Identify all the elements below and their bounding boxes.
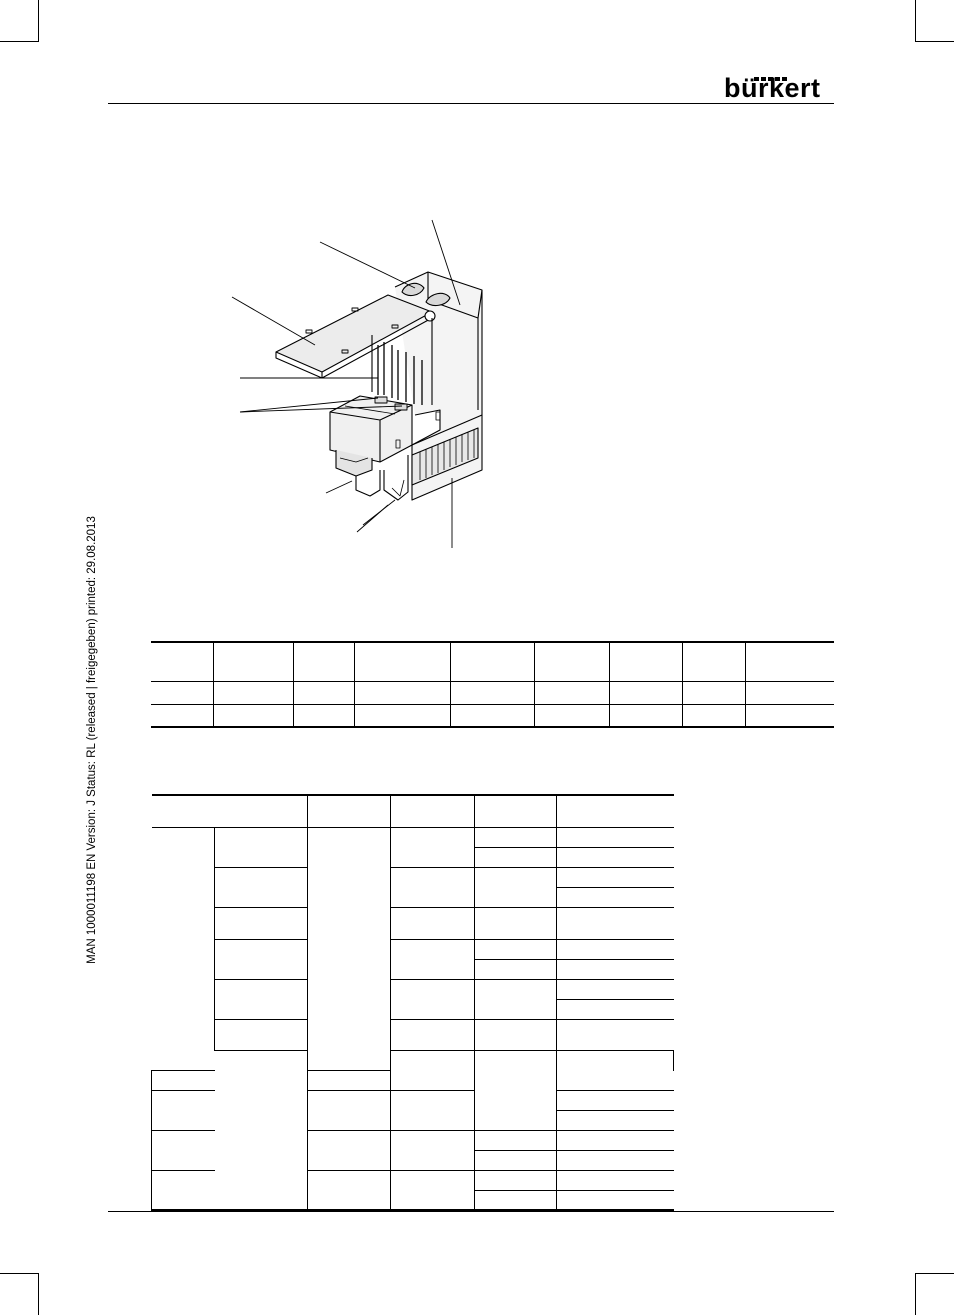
table-cell: [391, 939, 475, 979]
table-cell: [215, 827, 308, 867]
table-cell: [475, 1170, 557, 1190]
table-cell: [557, 867, 674, 887]
table-cell: [475, 847, 557, 867]
table-cell: [557, 1090, 674, 1110]
table-cell: [557, 1130, 674, 1150]
table-2-header-row: [152, 795, 674, 827]
table-cell: [215, 907, 308, 939]
table-cell: [215, 939, 308, 979]
table-cell: [391, 1050, 475, 1090]
table-cell: [534, 681, 609, 704]
table-cell: [213, 642, 293, 681]
table-cell: [391, 1019, 475, 1050]
table-cell: [534, 642, 609, 681]
table-cell: [354, 704, 450, 727]
table-cell: [293, 642, 354, 681]
table-cell: [557, 1110, 674, 1130]
crop-mark-bottom-left-h: [0, 1273, 38, 1274]
table-row: [152, 1019, 674, 1050]
table-cell: [391, 1130, 475, 1170]
table-cell: [557, 1050, 674, 1090]
crop-mark-bottom-left-v: [38, 1273, 39, 1315]
table-cell: [391, 867, 475, 907]
crop-mark-top-left-h: [0, 41, 38, 42]
brand-logo: [724, 68, 835, 104]
table-cell: [475, 1019, 557, 1050]
table-cell: [391, 1090, 475, 1130]
table-cell: [475, 1190, 557, 1210]
table-cell: [557, 887, 674, 907]
table-cell: [557, 795, 674, 827]
table-cell: [151, 642, 213, 681]
table-1-header-row: [151, 642, 834, 681]
table-cell: [152, 1130, 215, 1170]
crop-mark-bottom-right-v: [915, 1273, 916, 1315]
table-cell: [354, 642, 450, 681]
table-cell: [475, 979, 557, 1019]
table-cell: [557, 1019, 674, 1050]
table-cell: [213, 681, 293, 704]
table-cell: [745, 704, 834, 727]
table-cell: [152, 1090, 215, 1130]
table-cell: [391, 827, 475, 867]
table-cell: [557, 1150, 674, 1170]
table-cell: [391, 907, 475, 939]
table-2: [151, 794, 674, 1211]
table-cell: [293, 704, 354, 727]
table-cell: [308, 1130, 391, 1170]
table-cell: [391, 795, 475, 827]
table-cell: [557, 827, 674, 847]
table-cell: [609, 681, 682, 704]
table-cell: [450, 681, 534, 704]
table-cell: [557, 1170, 674, 1190]
table-cell: [475, 939, 557, 959]
table-cell: [152, 1170, 215, 1210]
table-cell: [475, 867, 557, 907]
table-cell: [745, 642, 834, 681]
table-row: [152, 979, 674, 999]
table-cell: [308, 827, 391, 1070]
table-cell: [475, 1150, 557, 1170]
table-row: [152, 939, 674, 959]
table-cell: [213, 704, 293, 727]
table-cell: [609, 704, 682, 727]
table-cell: [152, 795, 308, 827]
table-cell: [293, 681, 354, 704]
table-cell: [308, 1090, 391, 1130]
table-cell: [215, 867, 308, 907]
table-cell: [450, 704, 534, 727]
table-cell: [215, 1050, 308, 1210]
crop-mark-bottom-right-h: [916, 1273, 954, 1274]
valve-module-drawing-icon: [228, 212, 528, 557]
table-row: [151, 681, 834, 704]
table-cell: [391, 979, 475, 1019]
side-note-text: MAN 1000011198 EN Version: J Status: RL (released | freigegeben) printed: 29.08.2013: [86, 516, 98, 964]
table-row: [152, 1050, 674, 1070]
table-cell: [557, 1190, 674, 1210]
table-cell: [682, 681, 745, 704]
footer-rule: [108, 1211, 834, 1212]
crop-mark-top-right-h: [916, 41, 954, 42]
table-cell: [682, 704, 745, 727]
table-cell: [475, 907, 557, 939]
brand-name: bürkert: [724, 73, 821, 103]
table-cell: [557, 939, 674, 959]
table-cell: [215, 1019, 308, 1050]
table-cell: [308, 795, 391, 827]
table-cell: [308, 1170, 391, 1210]
table-cell: [557, 979, 674, 999]
table-cell: [475, 1130, 557, 1150]
table-cell: [475, 795, 557, 827]
table-cell: [609, 642, 682, 681]
table-cell: [391, 1170, 475, 1210]
table-cell: [354, 681, 450, 704]
table-cell: [152, 1070, 215, 1090]
table-cell: [557, 907, 674, 939]
table-1: [151, 641, 834, 728]
table-row: [152, 827, 674, 847]
table-cell: [557, 999, 674, 1019]
crop-mark-top-right-v: [915, 0, 916, 42]
table-row: [151, 704, 834, 727]
crop-mark-top-left-v: [38, 0, 39, 42]
table-cell: [151, 681, 213, 704]
table-cell: [475, 1050, 557, 1130]
table-cell: [534, 704, 609, 727]
table-cell: [557, 847, 674, 867]
table-cell: [475, 959, 557, 979]
table-cell: [215, 979, 308, 1019]
table-cell: [152, 827, 215, 1070]
table-cell: [557, 959, 674, 979]
table-cell: [745, 681, 834, 704]
table-cell: [475, 827, 557, 847]
table-row: [152, 907, 674, 939]
table-cell: [151, 704, 213, 727]
table-cell: [308, 1070, 391, 1090]
table-cell: [450, 642, 534, 681]
table-cell: [682, 642, 745, 681]
header-rule: [108, 103, 834, 104]
table-row: [152, 867, 674, 887]
